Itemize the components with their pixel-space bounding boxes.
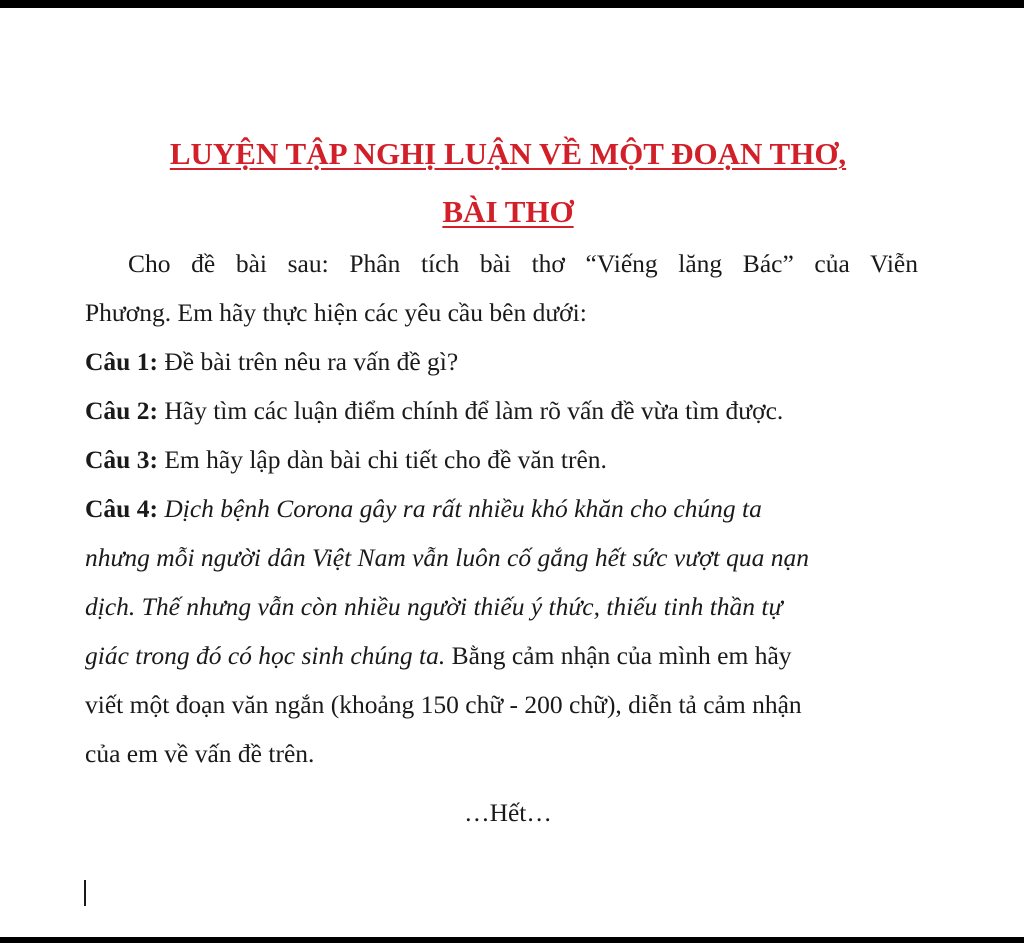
intro-line-2: Phương. Em hãy thực hiện các yêu cầu bên dưới: xyxy=(85,298,587,327)
document-page xyxy=(0,8,1024,937)
question-4-line-1 xyxy=(85,494,762,524)
question-4-italic-4: giác trong đó có học sinh chúng ta. xyxy=(85,641,446,670)
title-line-2: BÀI THƠ xyxy=(442,194,574,229)
question-4-line-3: dịch. Thế nhưng vẫn còn nhiều người thiếu ý thức, thiếu tinh thần tự xyxy=(85,592,783,621)
question-1-text: Đề bài trên nêu ra vấn đề gì? xyxy=(157,347,459,376)
question-3-text: Em hãy lập dàn bài chi tiết cho đề văn trên. xyxy=(157,445,607,474)
question-4-normal-4: Bằng cảm nhận của mình em hãy xyxy=(445,641,792,670)
title-line-1: LUYỆN TẬP NGHỊ LUẬN VỀ MỘT ĐOẠN THƠ, xyxy=(169,136,847,171)
question-2-label: Câu 2: xyxy=(85,396,158,425)
text-cursor xyxy=(84,880,86,906)
intro-line-1: Cho đề bài sau: Phân tích bài thơ “Viếng lăng Bác” của Viễn xyxy=(128,249,918,278)
question-4-italic-1: Dịch bệnh Corona gây ra rất nhiều khó khăn cho chúng ta xyxy=(157,494,762,523)
question-2-text: Hãy tìm các luận điểm chính để làm rõ vấn đề vừa tìm được. xyxy=(157,396,784,425)
question-3-label: Câu 3: xyxy=(85,445,158,474)
question-3 xyxy=(85,445,607,475)
question-4-line-5: viết một đoạn văn ngắn (khoảng 150 chữ - 200 chữ), diễn tả cảm nhận xyxy=(85,690,802,719)
end-marker: …Hết… xyxy=(464,798,552,827)
question-4-line-6: của em về vấn đề trên. xyxy=(85,739,315,768)
question-1-label: Câu 1: xyxy=(85,347,158,376)
question-4-line-4 xyxy=(85,641,792,671)
question-4-label: Câu 4: xyxy=(85,494,158,523)
question-1 xyxy=(85,347,458,377)
question-4-line-2: nhưng mỗi người dân Việt Nam vẫn luôn cố gắng hết sức vượt qua nạn xyxy=(85,543,810,572)
question-2 xyxy=(85,396,783,426)
